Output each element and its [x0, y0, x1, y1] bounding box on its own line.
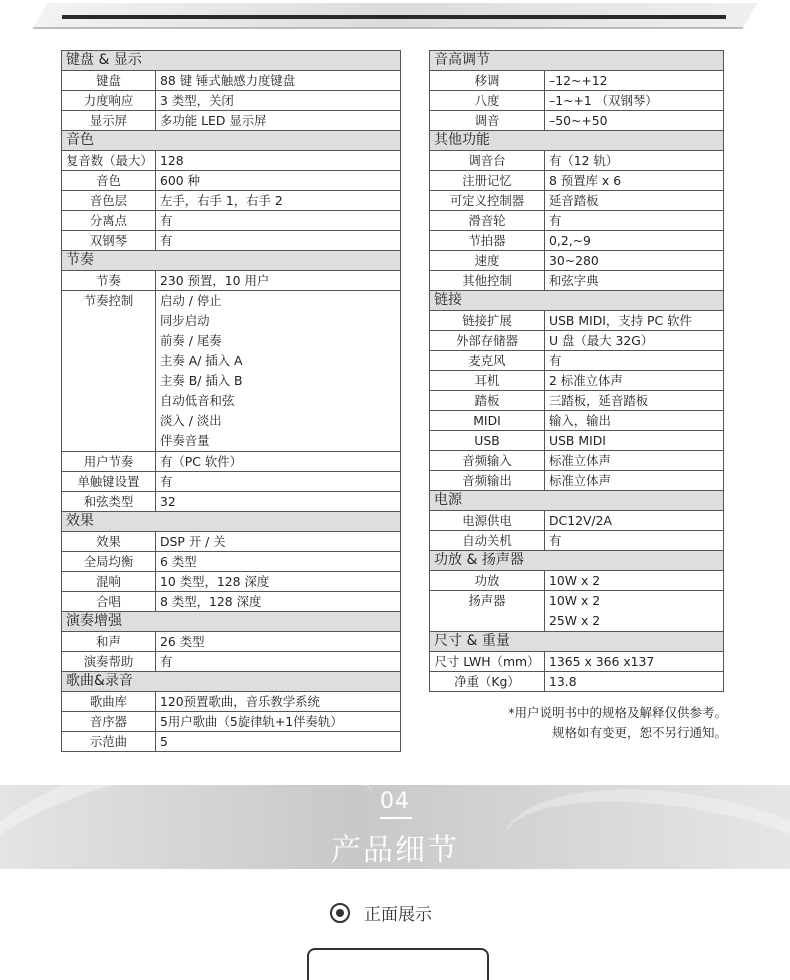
spec-value: –50~+50	[545, 111, 724, 131]
banner-underline	[380, 817, 412, 819]
front-view-option[interactable]	[330, 900, 432, 924]
spec-key: 节奏	[62, 271, 156, 291]
spec-section-header	[430, 291, 724, 311]
section-title: 演奏增强	[62, 612, 401, 632]
spec-row	[62, 452, 401, 472]
spec-key: 移调	[430, 71, 545, 91]
spec-key: 可定义控制器	[430, 191, 545, 211]
spec-row	[430, 672, 724, 692]
spec-value: 13.8	[545, 672, 724, 692]
spec-key: 链接扩展	[430, 311, 545, 331]
spec-row	[430, 331, 724, 351]
spec-value: 30~280	[545, 251, 724, 271]
radio-selected-icon[interactable]	[330, 903, 350, 923]
spec-section-header	[430, 491, 724, 511]
spec-row	[62, 71, 401, 91]
spec-value: 5用户歌曲（5旋律轨+1伴奏轨）	[156, 712, 401, 732]
spec-key: 节奏控制	[62, 291, 156, 452]
spec-value: 3 类型，关闭	[156, 91, 401, 111]
spec-key: 音色层	[62, 191, 156, 211]
spec-row	[62, 492, 401, 512]
spec-value: 120预置歌曲，音乐教学系统	[156, 692, 401, 712]
spec-row	[62, 472, 401, 492]
spec-key: 净重（Kg）	[430, 672, 545, 692]
spec-disclaimer	[429, 703, 727, 743]
top-decor-line	[62, 15, 726, 19]
spec-row	[62, 532, 401, 552]
disclaimer-line-2: 规格如有变更，恕不另行通知。	[551, 725, 727, 740]
spec-value: 8 预置库 x 6	[545, 171, 724, 191]
spec-value: 和弦字典	[545, 271, 724, 291]
spec-table-right	[429, 50, 724, 692]
spec-key: 分离点	[62, 211, 156, 231]
spec-row	[62, 91, 401, 111]
spec-section-header	[62, 251, 401, 271]
spec-value: 10W x 2	[545, 571, 724, 591]
spec-value: 有（12 轨）	[545, 151, 724, 171]
spec-key: 音频输入	[430, 451, 545, 471]
spec-row	[62, 231, 401, 251]
spec-value: 有	[545, 211, 724, 231]
spec-value: –12~+12	[545, 71, 724, 91]
spec-key: 扬声器	[430, 591, 545, 632]
spec-value-line: 10W x 2	[549, 593, 601, 608]
spec-value: 标准立体声	[545, 451, 724, 471]
section-title: 节奏	[62, 251, 401, 271]
spec-value: 6 类型	[156, 552, 401, 572]
spec-key: 双钢琴	[62, 231, 156, 251]
banner-title: 产品细节	[331, 833, 459, 868]
spec-value: 有	[156, 211, 401, 231]
spec-row	[62, 191, 401, 211]
spec-value-line: 启动 / 停止	[160, 293, 222, 308]
spec-row	[62, 552, 401, 572]
spec-value: USB MIDI	[545, 431, 724, 451]
spec-row	[430, 111, 724, 131]
spec-key: 八度	[430, 91, 545, 111]
spec-row	[430, 311, 724, 331]
disclaimer-line-1: *用户说明书中的规格及解释仅供参考。	[508, 705, 727, 720]
spec-row	[430, 271, 724, 291]
spec-row	[430, 511, 724, 531]
spec-value-line: 自动低音和弦	[160, 393, 235, 408]
spec-value: 标准立体声	[545, 471, 724, 491]
spec-key: 单触键设置	[62, 472, 156, 492]
spec-row	[62, 572, 401, 592]
spec-section-header	[62, 512, 401, 532]
spec-key: 合唱	[62, 592, 156, 612]
spec-key: 速度	[430, 251, 545, 271]
product-image-frame	[307, 948, 489, 980]
spec-section-header	[62, 131, 401, 151]
spec-value: DSP 开 / 关	[156, 532, 401, 552]
spec-row	[62, 632, 401, 652]
spec-value: 多功能 LED 显示屏	[156, 111, 401, 131]
section-title: 键盘 & 显示	[62, 51, 401, 71]
spec-value-line: 主奏 B/ 插入 B	[160, 373, 243, 388]
spec-value-line: 主奏 A/ 插入 A	[160, 353, 243, 368]
spec-value: 延音踏板	[545, 191, 724, 211]
spec-value: 2 标准立体声	[545, 371, 724, 391]
spec-section-header	[430, 551, 724, 571]
spec-key: 键盘	[62, 71, 156, 91]
spec-value: 128	[156, 151, 401, 171]
spec-value	[156, 291, 401, 452]
banner-section-number: 04	[380, 789, 410, 814]
spec-row	[430, 231, 724, 251]
spec-value: 230 预置，10 用户	[156, 271, 401, 291]
spec-key: 功放	[430, 571, 545, 591]
spec-key: 调音	[430, 111, 545, 131]
spec-value: 32	[156, 492, 401, 512]
spec-key: 注册记忆	[430, 171, 545, 191]
spec-key: 和声	[62, 632, 156, 652]
spec-section-header	[430, 51, 724, 71]
spec-value: 有	[545, 531, 724, 551]
spec-key: 歌曲库	[62, 692, 156, 712]
spec-key: 效果	[62, 532, 156, 552]
spec-key: 外部存储器	[430, 331, 545, 351]
spec-row	[430, 591, 724, 632]
spec-row	[430, 652, 724, 672]
spec-value-line: 前奏 / 尾奏	[160, 333, 222, 348]
spec-key: 音序器	[62, 712, 156, 732]
section-title: 尺寸 & 重量	[430, 632, 724, 652]
section-banner	[0, 785, 790, 869]
spec-section-header	[430, 632, 724, 652]
spec-row	[430, 531, 724, 551]
spec-value: U 盘（最大 32G）	[545, 331, 724, 351]
spec-section-header	[62, 612, 401, 632]
spec-key: 滑音轮	[430, 211, 545, 231]
spec-value: 左手，右手 1，右手 2	[156, 191, 401, 211]
spec-value: 有（PC 软件）	[156, 452, 401, 472]
spec-row	[62, 111, 401, 131]
spec-row	[430, 451, 724, 471]
spec-value: 600 种	[156, 171, 401, 191]
section-title: 链接	[430, 291, 724, 311]
spec-value: 88 键 锤式触感力度键盘	[156, 71, 401, 91]
spec-value: DC12V/2A	[545, 511, 724, 531]
section-title: 其他功能	[430, 131, 724, 151]
spec-row	[430, 211, 724, 231]
spec-key: 全局均衡	[62, 552, 156, 572]
spec-value: 有	[156, 652, 401, 672]
spec-row	[62, 592, 401, 612]
spec-row	[62, 291, 401, 452]
spec-value: 8 类型，128 深度	[156, 592, 401, 612]
spec-key: 音色	[62, 171, 156, 191]
spec-table-left	[61, 50, 401, 752]
section-title: 效果	[62, 512, 401, 532]
spec-row	[430, 471, 724, 491]
spec-row	[62, 211, 401, 231]
section-title: 电源	[430, 491, 724, 511]
spec-value	[545, 591, 724, 632]
spec-key: 音频输出	[430, 471, 545, 491]
spec-value: 0,2,~9	[545, 231, 724, 251]
spec-value: 有	[545, 351, 724, 371]
section-title: 音高调节	[430, 51, 724, 71]
spec-value-line: 同步启动	[160, 313, 210, 328]
spec-row	[430, 91, 724, 111]
spec-row	[430, 191, 724, 211]
spec-key: 演奏帮助	[62, 652, 156, 672]
spec-key: 显示屏	[62, 111, 156, 131]
spec-key: USB	[430, 431, 545, 451]
spec-key: 麦克风	[430, 351, 545, 371]
spec-section-header	[62, 672, 401, 692]
spec-value: 10 类型，128 深度	[156, 572, 401, 592]
spec-row	[430, 411, 724, 431]
section-title: 歌曲&录音	[62, 672, 401, 692]
spec-row	[62, 652, 401, 672]
spec-value: 26 类型	[156, 632, 401, 652]
spec-row	[62, 151, 401, 171]
spec-row	[430, 431, 724, 451]
spec-key: 电源供电	[430, 511, 545, 531]
spec-value-line: 25W x 2	[549, 613, 601, 628]
spec-key: 节拍器	[430, 231, 545, 251]
spec-row	[430, 171, 724, 191]
spec-row	[62, 692, 401, 712]
spec-key: 调音台	[430, 151, 545, 171]
spec-row	[62, 712, 401, 732]
spec-value-line: 伴奏音量	[160, 433, 210, 448]
spec-value: 输入，输出	[545, 411, 724, 431]
spec-key: 力度响应	[62, 91, 156, 111]
spec-row	[430, 391, 724, 411]
spec-key: 复音数（最大）	[62, 151, 156, 171]
spec-row	[430, 351, 724, 371]
spec-row	[430, 251, 724, 271]
spec-value-line: 淡入 / 淡出	[160, 413, 222, 428]
top-decor-bar	[0, 0, 790, 34]
spec-key: 混响	[62, 572, 156, 592]
spec-key: MIDI	[430, 411, 545, 431]
spec-row	[430, 71, 724, 91]
spec-value: 有	[156, 231, 401, 251]
spec-key: 耳机	[430, 371, 545, 391]
spec-section-header	[430, 131, 724, 151]
spec-key: 用户节奏	[62, 452, 156, 472]
spec-row	[62, 732, 401, 752]
spec-value: 5	[156, 732, 401, 752]
spec-key: 示范曲	[62, 732, 156, 752]
spec-key: 其他控制	[430, 271, 545, 291]
spec-key: 和弦类型	[62, 492, 156, 512]
spec-value: 1365 x 366 x137	[545, 652, 724, 672]
spec-row	[62, 271, 401, 291]
spec-row	[430, 571, 724, 591]
spec-section-header	[62, 51, 401, 71]
spec-key: 踏板	[430, 391, 545, 411]
front-view-label: 正面展示	[364, 905, 432, 925]
section-title: 音色	[62, 131, 401, 151]
spec-key: 自动关机	[430, 531, 545, 551]
spec-row	[62, 171, 401, 191]
spec-value: 三踏板，延音踏板	[545, 391, 724, 411]
spec-row	[430, 371, 724, 391]
spec-row	[430, 151, 724, 171]
spec-value: 有	[156, 472, 401, 492]
spec-value: –1~+1 （双钢琴）	[545, 91, 724, 111]
spec-key: 尺寸 LWH（mm）	[430, 652, 545, 672]
spec-value: USB MIDI，支持 PC 软件	[545, 311, 724, 331]
section-title: 功放 & 扬声器	[430, 551, 724, 571]
